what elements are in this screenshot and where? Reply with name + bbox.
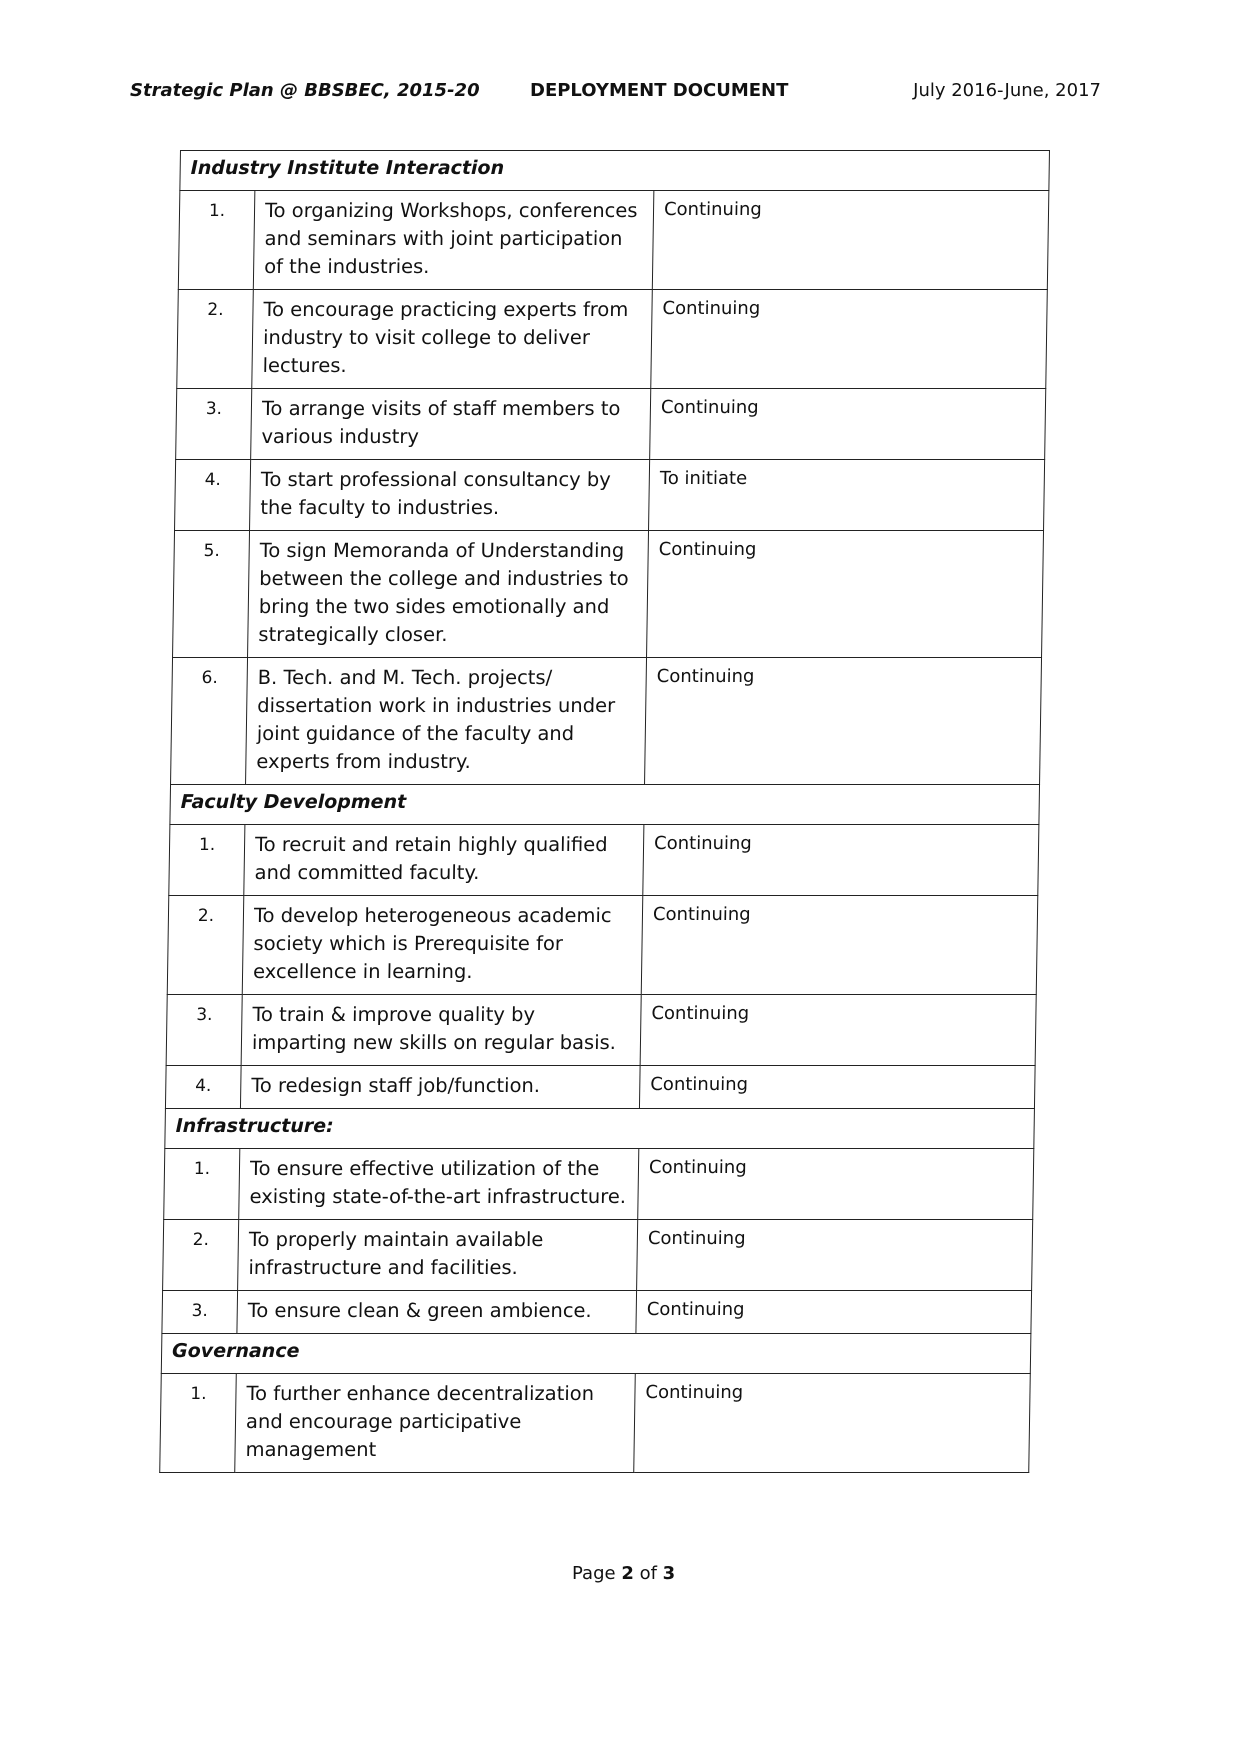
row-status: Continuing [636, 1291, 1032, 1334]
row-objective: To encourage practicing experts from industry to visit college to deliver lectures. [252, 290, 653, 389]
table-row [167, 896, 1038, 995]
table-row [165, 1066, 1035, 1109]
table-row [173, 531, 1044, 658]
deployment-table [159, 150, 1050, 1473]
row-number: 2. [167, 896, 244, 995]
row-number: 3. [166, 995, 242, 1066]
section-header-row [165, 1109, 1035, 1149]
row-objective: To train & improve quality by imparting new skills on regular basis. [241, 995, 641, 1066]
page-number [572, 1563, 675, 1584]
row-number: 4. [175, 460, 251, 531]
header-document-title: DEPLOYMENT DOCUMENT [530, 80, 789, 101]
section-title: Governance [161, 1334, 1031, 1374]
section-header-row [170, 785, 1040, 825]
row-number: 4. [165, 1066, 241, 1109]
row-number: 6. [171, 658, 248, 785]
row-number: 2. [163, 1220, 239, 1291]
row-status: Continuing [652, 191, 1049, 290]
table-row [164, 1149, 1034, 1220]
section-title: Infrastructure: [165, 1109, 1035, 1149]
row-objective: To recruit and retain highly qualified and committed faculty. [244, 825, 644, 896]
table-row [163, 1220, 1033, 1291]
page-number-prefix: Page [572, 1563, 616, 1584]
row-status: Continuing [637, 1220, 1033, 1291]
table-row [166, 995, 1036, 1066]
section-title: Industry Institute Interaction [180, 151, 1050, 191]
row-objective: B. Tech. and M. Tech. projects/ dissertation work in industries under joint guidance of the faculty and experts from industry. [246, 658, 647, 785]
row-objective: To arrange visits of staff members to various industry [251, 389, 651, 460]
row-status: Continuing [638, 1149, 1034, 1220]
table-row [178, 191, 1049, 290]
page-number-total: 3 [662, 1563, 676, 1584]
row-objective: To sign Memoranda of Understanding between the college and industries to bring the two sides emotionally and strategically closer. [248, 531, 649, 658]
header-plan-title: Strategic Plan @ BBSBEC, 2015-20 [130, 80, 480, 101]
row-status: Continuing [651, 290, 1048, 389]
section-header-row [161, 1334, 1031, 1374]
row-status: Continuing [634, 1374, 1031, 1473]
row-number: 1. [164, 1149, 240, 1220]
row-status: Continuing [645, 658, 1042, 785]
row-status: Continuing [640, 995, 1036, 1066]
row-objective: To redesign staff job/function. [240, 1066, 640, 1109]
row-status: Continuing [650, 389, 1046, 460]
page-number-of: of [639, 1563, 657, 1584]
table-row [160, 1374, 1031, 1473]
row-objective: To properly maintain available infrastructure and facilities. [238, 1220, 638, 1291]
table-row [162, 1291, 1032, 1334]
row-objective: To ensure clean & green ambience. [237, 1291, 637, 1334]
row-objective: To organizing Workshops, conferences and seminars with joint participation of the industries. [253, 191, 654, 290]
row-number: 5. [173, 531, 250, 658]
table-row [169, 825, 1039, 896]
table-row [176, 389, 1046, 460]
table-row [175, 460, 1045, 531]
row-objective: To further enhance decentralization and encourage participative management [235, 1374, 636, 1473]
row-number: 1. [178, 191, 255, 290]
row-status: Continuing [641, 896, 1038, 995]
row-status: Continuing [643, 825, 1039, 896]
row-number: 1. [160, 1374, 237, 1473]
section-title: Faculty Development [170, 785, 1040, 825]
table-row [171, 658, 1042, 785]
header-period: July 2016-June, 2017 [913, 80, 1101, 101]
row-number: 1. [169, 825, 245, 896]
table-row [177, 290, 1048, 389]
section-header-row [180, 151, 1050, 191]
row-objective: To ensure effective utilization of the existing state-of-the-art infrastructure. [239, 1149, 639, 1220]
row-objective: To start professional consultancy by the faculty to industries. [250, 460, 650, 531]
row-objective: To develop heterogeneous academic society which is Prerequisite for excellence in learning. [242, 896, 643, 995]
row-number: 2. [177, 290, 254, 389]
row-status: Continuing [647, 531, 1044, 658]
row-status: Continuing [639, 1066, 1035, 1109]
deployment-table-body [160, 151, 1050, 1473]
row-number: 3. [176, 389, 252, 460]
row-status: To initiate [649, 460, 1045, 531]
row-number: 3. [162, 1291, 238, 1334]
page-number-current: 2 [621, 1563, 634, 1584]
